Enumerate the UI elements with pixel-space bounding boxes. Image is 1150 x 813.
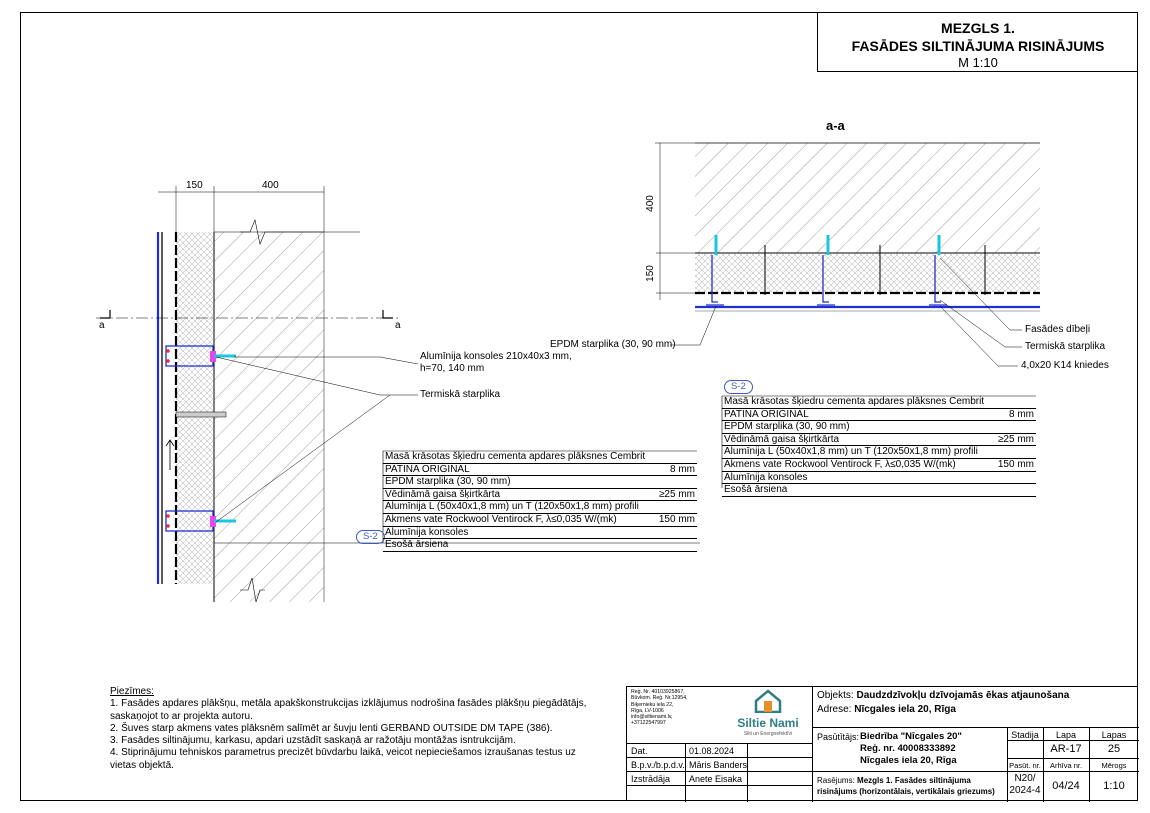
spec-row: [722, 421, 1036, 434]
cut-label-left: a: [99, 320, 105, 331]
dimension-150: 150: [186, 180, 203, 191]
leader-rivets: [940, 306, 1018, 366]
spec-list-right: [722, 396, 1036, 497]
rivet: [166, 349, 170, 353]
spec-text: Masā krāsotas šķiedru cementa apdares plāksnes Cembrit: [385, 451, 646, 462]
spec-value: ≥25 mm: [997, 433, 1034, 445]
spec-row: [722, 484, 1036, 497]
spec-row: [383, 501, 697, 514]
callout-brackets-l1: Alumīnija konsoles 210x40x3 mm,: [420, 351, 572, 362]
callout-thermal: Termiskā starplika: [420, 389, 501, 400]
leader-epdm: [670, 306, 716, 345]
drawing-value-l2: risinājums (horizontālais, vertikālais griezums): [817, 787, 995, 796]
scale-value: 1:10: [1103, 780, 1125, 792]
spec-text: PATINA ORIGINAL: [385, 463, 470, 475]
date-label: Dat.: [631, 746, 648, 756]
spec-value: 150 mm: [997, 458, 1034, 470]
cut-marker-left: [100, 310, 110, 318]
spec-row: [722, 459, 1036, 472]
address-row: [817, 704, 956, 715]
developer-label: Izstrādāja: [631, 774, 671, 784]
note-item: 1. Fasādes apdares plākšņu, metāla apakškonstrukcijas izklājumus nodrošina fasādes plākšņu piegādātājs, saskaņojot to ar projekta autoru.: [110, 698, 587, 722]
stage-label: Stadija: [1011, 730, 1039, 740]
company-info: Reģ. Nr. 40103925867, Būvkom. Reģ. Nr.12954, Biķernieku iela 22, Rīga, LV-1006 info@siltienami.lv, +37122547997: [631, 689, 688, 727]
airflow-arrow: [166, 440, 174, 470]
note-item: 2. Šuves starp akmens vates plāksnēm salīmēt ar šuvju lenti GERBAND OUTSIDE DM TAPE (386).: [110, 722, 553, 734]
spec-text: Vēdināmā gaisa šķirtkārta: [385, 488, 501, 500]
spec-text: Alumīnija konsoles: [385, 526, 469, 538]
spec-text: Akmens vate Rockwool Ventirock F, λ≤0,035 W/(mk): [724, 458, 956, 470]
callout-epdm: EPDM starplika (30, 90 mm): [550, 339, 676, 350]
spec-row: [383, 451, 697, 464]
spec-row: [722, 446, 1036, 459]
spec-value: 8 mm: [670, 463, 695, 475]
note-item: 3. Fasādes siltinājumu, karkasu, apdari uzstādīt saskaņā ar ražotāju montāžas isntrukcijām.: [110, 735, 516, 747]
title-line2: FASĀDES SILTINĀJUMA RISINĀJUMS: [851, 38, 1105, 54]
drawing-value-l1: Mezgls 1. Fasādes siltinājuma: [857, 776, 971, 785]
object-row: [817, 690, 1069, 701]
callout-rivets: 4,0x20 K14 kniedes: [1021, 360, 1109, 371]
spec-row: [722, 472, 1036, 485]
date-value: 01.08.2024: [689, 746, 735, 756]
order-label: Pasūt. nr.: [1009, 761, 1041, 770]
logo-name: Siltie Nami: [737, 716, 799, 730]
spec-row: [722, 434, 1036, 447]
archive-value: 04/24: [1052, 780, 1080, 792]
dimension-150-right: 150: [644, 265, 656, 282]
drawing-label: Rasējums:: [817, 776, 855, 785]
spec-text: Esošā ārsiena: [724, 484, 788, 496]
dimension-400: 400: [262, 180, 279, 191]
spec-text: Masā krāsotas šķiedru cementa apdares plāksnes Cembrit: [724, 396, 985, 407]
spec-text: Vēdināmā gaisa šķirtkārta: [724, 433, 840, 445]
spec-row: [383, 476, 697, 489]
scale-label: Mērogs: [1101, 761, 1127, 770]
house-logo-icon: [753, 689, 783, 713]
spec-value: ≥25 mm: [658, 488, 695, 500]
cut-label-right: a: [395, 320, 401, 331]
spec-tag-right: S-2: [724, 380, 753, 394]
spec-row: [383, 514, 697, 527]
notes: [110, 686, 600, 772]
bpv-label: B.p.v./b.p.d.v.: [631, 760, 685, 770]
spec-value: 8 mm: [1009, 408, 1034, 420]
sheets-value: 25: [1107, 743, 1121, 755]
notes-heading: Piezīmes:: [110, 686, 154, 697]
spec-row: [383, 527, 697, 540]
client-label: Pasūtītājs:: [817, 732, 860, 742]
spec-text: PATINA ORIGINAL: [724, 408, 809, 420]
spec-list-left: [383, 451, 697, 552]
section-heading: a-a: [826, 118, 845, 133]
spec-row: [383, 539, 697, 552]
developer-value: Anete Eisaka: [689, 774, 743, 784]
dimension-400-right: 400: [644, 195, 656, 212]
spec-text: Alumīnija L (50x40x1,8 mm) un T (120x50x1,8 mm) profili: [385, 501, 639, 513]
sheets-label: Lapas: [1101, 730, 1127, 740]
cut-marker-right: [383, 310, 393, 318]
rivet: [166, 524, 170, 528]
logo-tagline: Silti un Energoefektīvi: [743, 731, 793, 737]
object-value: Daudzdzīvokļu dzīvojamās ēkas atjaunošana: [856, 690, 1070, 701]
address-label: Adrese:: [817, 704, 852, 715]
spec-text: Akmens vate Rockwool Ventirock F, λ≤0,035 W/(mk): [385, 513, 617, 525]
spec-row: [383, 489, 697, 502]
spec-text: Alumīnija konsoles: [724, 471, 808, 483]
spec-tag-left: S-2: [356, 530, 385, 544]
address-value: Nīcgales iela 20, Rīga: [854, 704, 956, 715]
spec-row: [383, 464, 697, 477]
drawing-name: [817, 775, 995, 797]
horizontal-section: [655, 143, 1040, 366]
rivet: [166, 514, 170, 518]
title-line1: MEZGLS 1.: [941, 20, 1015, 36]
existing-wall-plan: [695, 143, 1040, 253]
client-info: Biedrība "Nīcgales 20" Reģ. nr. 40008333892 Nīcgales iela 20, Rīga: [860, 731, 962, 766]
spec-row: [722, 409, 1036, 422]
callout-brackets-l2: h=70, 140 mm: [420, 363, 485, 374]
spec-text: EPDM starplika (30, 90 mm): [724, 421, 850, 433]
sheet-value: AR-17: [1050, 743, 1082, 755]
sheet-label: Lapa: [1055, 730, 1077, 740]
order-value: N20/ 2024-4: [1009, 773, 1041, 796]
insulation-dowel: [176, 412, 226, 417]
title-scale: M 1:10: [958, 55, 998, 70]
callout-dowels: Fasādes dībeļi: [1025, 324, 1091, 335]
spec-text: Esošā ārsiena: [385, 539, 449, 551]
spec-text: Alumīnija L (50x40x1,8 mm) un T (120x50x1,8 mm) profili: [724, 446, 978, 458]
archive-label: Arhīva nr.: [1049, 761, 1083, 770]
object-label: Objekts:: [817, 690, 854, 701]
rivet: [166, 359, 170, 363]
spec-row: [722, 396, 1036, 409]
spec-text: EPDM starplika (30, 90 mm): [385, 476, 511, 488]
existing-wall: [214, 232, 324, 602]
spec-value: 150 mm: [658, 513, 695, 525]
callout-thermal-right: Termiskā starplika: [1025, 341, 1106, 352]
note-item: 4. Stiprinājumu tehniskos parametrus precizēt būvdarbu laikā, veicot nepieciešamos izraušanas testus uz vietas objektā.: [110, 747, 576, 771]
insulation-plan: [695, 253, 1040, 293]
bpv-value: Māris Banders: [689, 760, 748, 770]
title-block: [626, 686, 1138, 801]
